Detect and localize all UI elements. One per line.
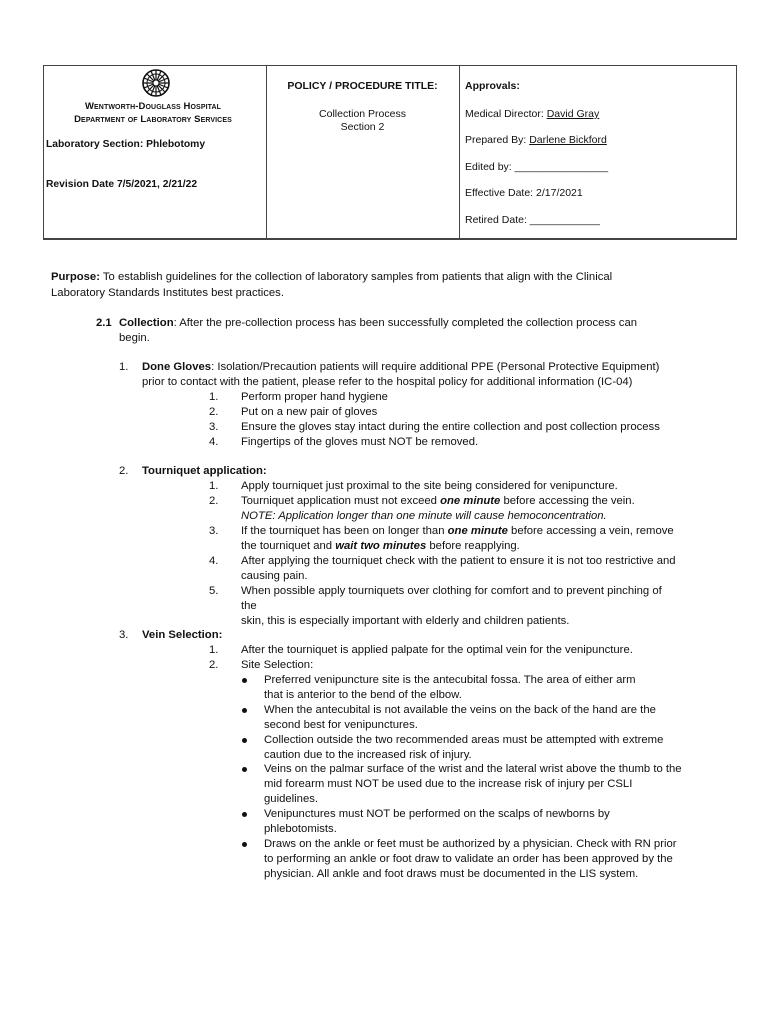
- tourniquet-note: NOTE: Application longer than one minute will cause hemoconcentration.: [241, 510, 607, 522]
- org-line-2: Department of Laboratory Services: [74, 114, 232, 125]
- site-bullet-text: mid forearm must NOT be used due to the increase risk of injury per CSLI: [264, 778, 633, 790]
- header-org-cell: [44, 66, 267, 238]
- text-span: Tourniquet application must not exceed: [241, 495, 441, 507]
- tourniquet-item-number: 2.: [209, 495, 219, 507]
- header-approvals-cell: [459, 66, 736, 238]
- prepared-by-name: Darlene Bickford: [529, 134, 607, 146]
- tourniquet-item-number: 5.: [209, 585, 219, 597]
- emphasis-span: one minute: [440, 495, 501, 507]
- revision-date: Revision Date 7/5/2021, 2/21/22: [46, 179, 198, 190]
- policy-title-line-2: Section 2: [340, 121, 385, 133]
- tourniquet-item-4-cont: causing pain.: [241, 570, 308, 582]
- site-bullet-text: second best for venipunctures.: [264, 719, 418, 731]
- site-bullet-text: guidelines.: [264, 793, 319, 805]
- gloves-item-number: 2.: [209, 406, 219, 418]
- site-bullet-text: caution due to the increased risk of injury.: [264, 749, 472, 761]
- medical-director-name: David Gray: [546, 108, 600, 120]
- hospital-logo-icon: [139, 68, 173, 98]
- effective-date: Effective Date: 2/17/2021: [465, 187, 583, 199]
- retired-date: Retired Date: ____________: [465, 214, 600, 226]
- tourniquet-item-1: Apply tourniquet just proximal to the site being considered for venipuncture.: [241, 480, 618, 492]
- gloves-item-number: 1.: [209, 391, 219, 403]
- medical-director: [465, 108, 599, 120]
- site-bullet-text: When the antecubital is not available the veins on the back of the hand are the: [264, 704, 656, 716]
- emphasis-span: one minute: [447, 525, 508, 537]
- tourniquet-item-number: 3.: [209, 525, 219, 537]
- vein-number: 3.: [119, 629, 129, 641]
- collection-label: Collection: [119, 317, 174, 329]
- gloves-label: Done Gloves: [142, 361, 212, 373]
- gloves-item-number: 4.: [209, 436, 219, 448]
- policy-title-line-1: Collection Process: [319, 108, 406, 120]
- tourniquet-item-3-cont: [241, 539, 520, 554]
- tourniquet-label: Tourniquet application:: [142, 465, 267, 477]
- site-bullet-text: Veins on the palmar surface of the wrist and the lateral wrist above the thumb to the: [264, 763, 682, 775]
- edited-by: Edited by: ________________: [465, 161, 609, 173]
- emphasis-span: wait two minutes: [335, 540, 427, 552]
- text-span: before accessing a vein, remove: [507, 525, 674, 537]
- bullet-icon: [242, 842, 247, 847]
- collection-number: 2.1: [96, 317, 112, 329]
- vein-item-1: After the tourniquet is applied palpate for the optimal vein for the venipuncture.: [241, 644, 633, 656]
- collection-line-2: begin.: [119, 332, 150, 344]
- purpose-label: Purpose:: [51, 271, 100, 283]
- site-bullet-text: phlebotomists.: [264, 823, 337, 835]
- gloves-item: Put on a new pair of gloves: [241, 406, 378, 418]
- purpose-line-1: [51, 270, 612, 285]
- site-bullet-text: Venipunctures must NOT be performed on the scalps of newborns by: [264, 808, 610, 820]
- site-bullet-text: Draws on the ankle or feet must be authorized by a physician. Check with RN prior: [264, 838, 677, 850]
- tourniquet-item-number: 1.: [209, 480, 219, 492]
- gloves-text: : Isolation/Precaution patients will require additional PPE (Personal Protective Equipment): [211, 361, 660, 373]
- tourniquet-item-2: [241, 494, 635, 509]
- site-bullet-text: physician. All ankle and foot draws must be documented in the LIS system.: [264, 868, 639, 880]
- gloves-line-2: prior to contact with the patient, please refer to the hospital policy for additional information (IC-04): [142, 376, 633, 388]
- bullet-icon: [242, 767, 247, 772]
- tourniquet-item-5-cont: skin, this is especially important with elderly and children patients.: [241, 615, 570, 627]
- gloves-item-number: 3.: [209, 421, 219, 433]
- text-span: If the tourniquet has been on longer than: [241, 525, 448, 537]
- organization-name: [44, 100, 262, 126]
- site-bullet-text: Preferred venipuncture site is the antecubital fossa. The area of either arm: [264, 674, 636, 686]
- gloves-number: 1.: [119, 361, 129, 373]
- gloves-line-1: [142, 360, 659, 375]
- purpose-line-2: Laboratory Standards Institutes best practices.: [51, 287, 284, 299]
- site-bullet-text: Collection outside the two recommended areas must be attempted with extreme: [264, 734, 664, 746]
- tourniquet-item-3: [241, 524, 674, 539]
- bullet-icon: [242, 812, 247, 817]
- text-span: the tourniquet and: [241, 540, 336, 552]
- prepared-by-label: Prepared By:: [465, 134, 530, 146]
- gloves-item: Ensure the gloves stay intact during the entire collection and post collection process: [241, 421, 660, 433]
- vein-item-2: Site Selection:: [241, 659, 314, 671]
- prepared-by: [465, 134, 607, 146]
- bullet-icon: [242, 678, 247, 683]
- collection-text: : After the pre-collection process has been successfully completed the collection process can: [173, 317, 638, 329]
- vein-label: Vein Selection:: [142, 629, 223, 641]
- policy-title-label: POLICY / PROCEDURE TITLE:: [287, 80, 438, 92]
- bullet-icon: [242, 708, 247, 713]
- tourniquet-item-5: When possible apply tourniquets over clothing for comfort and to prevent pinching of: [241, 585, 662, 597]
- lab-section: Laboratory Section: Phlebotomy: [46, 139, 206, 150]
- collection-line-1: [119, 316, 637, 331]
- header-table: [43, 65, 737, 240]
- medical-director-label: Medical Director:: [465, 108, 547, 120]
- vein-item-number: 1.: [209, 644, 219, 656]
- gloves-item: Perform proper hand hygiene: [241, 391, 388, 403]
- site-bullet-text: that is anterior to the bend of the elbow.: [264, 689, 462, 701]
- vein-item-number: 2.: [209, 659, 219, 671]
- text-span: before reapplying.: [426, 540, 520, 552]
- tourniquet-item-4: After applying the tourniquet check with the patient to ensure it is not too restrictive and: [241, 555, 676, 567]
- policy-title: [266, 108, 459, 134]
- header-title-cell: [266, 66, 460, 238]
- tourniquet-item-5-cont: the: [241, 600, 257, 612]
- org-line-1: Wentworth-Douglass Hospital: [84, 101, 222, 112]
- approvals-label: Approvals:: [465, 80, 520, 92]
- bullet-icon: [242, 738, 247, 743]
- text-span: before accessing the vein.: [500, 495, 635, 507]
- gloves-item: Fingertips of the gloves must NOT be removed.: [241, 436, 479, 448]
- site-bullet-text: to performing an ankle or foot draw to validate an order has been approved by the: [264, 853, 673, 865]
- tourniquet-number: 2.: [119, 465, 129, 477]
- tourniquet-item-number: 4.: [209, 555, 219, 567]
- purpose-text: To establish guidelines for the collection of laboratory samples from patients that align with the Clinical: [99, 271, 613, 283]
